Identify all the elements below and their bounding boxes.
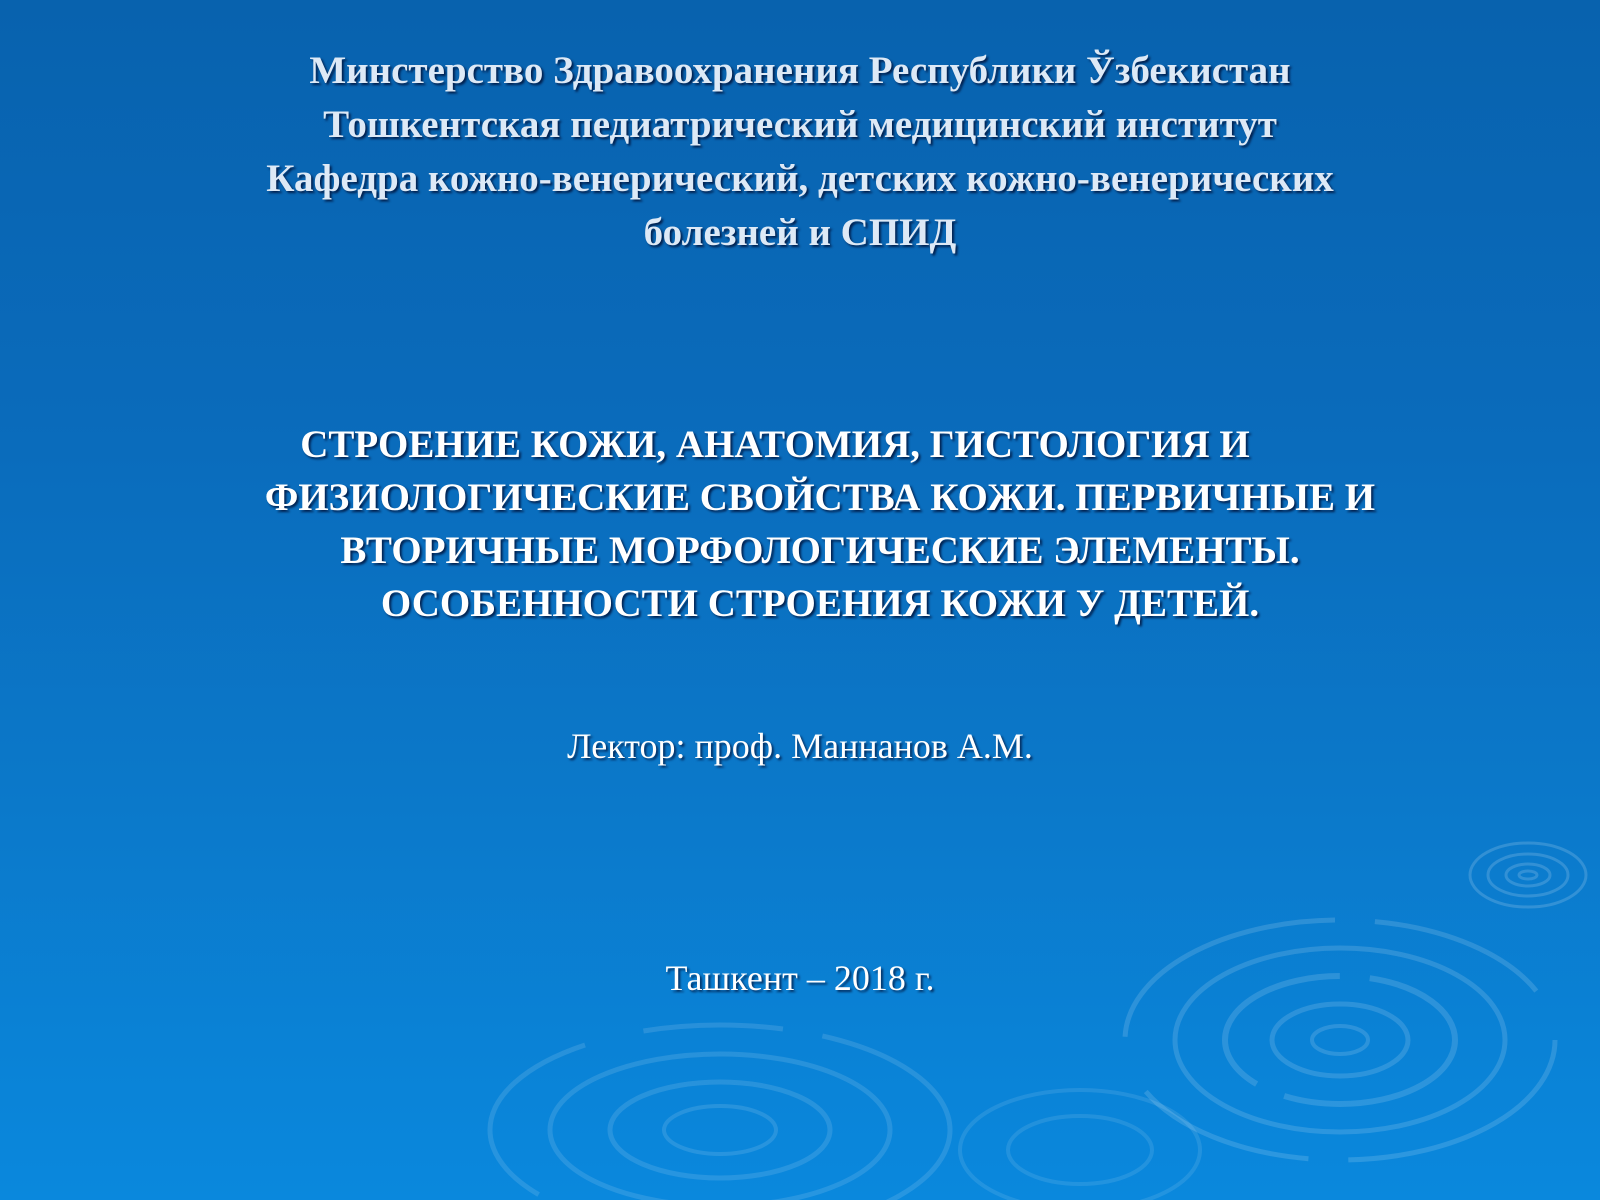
title-line: СТРОЕНИЕ КОЖИ, АНАТОМИЯ, ГИСТОЛОГИЯ И	[300, 423, 1250, 466]
ripple-small	[1470, 843, 1586, 907]
ripple-center	[490, 1025, 950, 1200]
header-line: болезней и СПИД	[643, 211, 957, 254]
slide-title	[120, 418, 1520, 630]
header-line: Минстерство Здравоохранения Республики Ўзбекистан	[309, 49, 1291, 92]
title-line: ОСОБЕННОСТИ СТРОЕНИЯ КОЖИ У ДЕТЕЙ.	[380, 582, 1260, 625]
lecturer-line: Лектор: проф. Маннанов А.М.	[567, 726, 1033, 766]
ripple-bottom	[960, 1090, 1200, 1200]
header-line: Тошкентская педиатрический медицинский институт	[323, 103, 1277, 146]
title-line: ВТОРИЧНЫЕ МОРФОЛОГИЧЕСКИЕ ЭЛЕМЕНТЫ.	[340, 529, 1300, 572]
title-line: ФИЗИОЛОГИЧЕСКИЕ СВОЙСТВА КОЖИ. ПЕРВИЧНЫЕ И	[264, 476, 1376, 519]
header-line: Кафедра кожно-венерический, детских кожно-венерических	[266, 157, 1334, 200]
city-year-footer: Ташкент – 2018 г.	[665, 958, 935, 998]
institution-header	[100, 44, 1500, 260]
